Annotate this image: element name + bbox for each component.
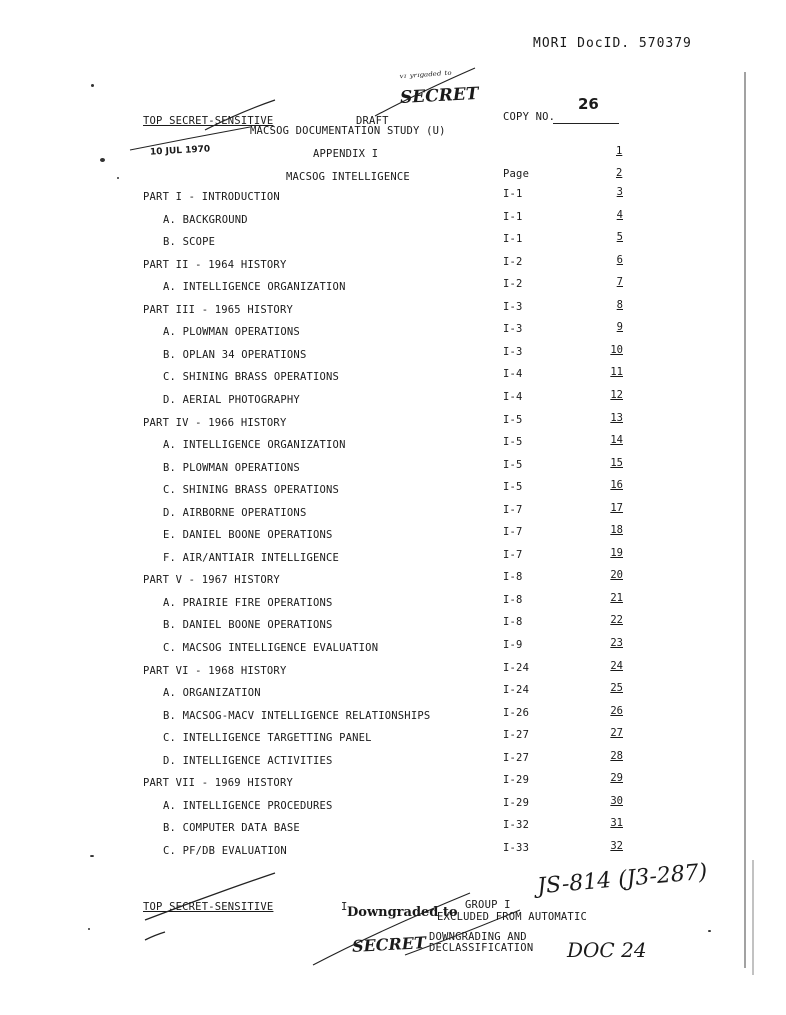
toc-entry-page: I-2 <box>503 256 523 268</box>
draft-label: DRAFT <box>356 115 389 127</box>
toc-entry-number: 18 <box>610 524 623 536</box>
toc-entry-number: 27 <box>610 727 623 739</box>
toc-entry-label: E. DANIEL BOONE OPERATIONS <box>163 529 333 541</box>
toc-entry-number: 10 <box>610 344 623 356</box>
toc-entry-number: 21 <box>610 592 623 604</box>
toc-entry-page: I-2 <box>503 278 523 290</box>
handwritten-doc-number: DOC 24 <box>567 938 647 962</box>
toc-entry-label: PART IV - 1966 HISTORY <box>143 417 287 429</box>
right-number-1: 1 <box>616 145 623 157</box>
toc-entry-label: A. INTELLIGENCE PROCEDURES <box>163 800 333 812</box>
toc-entry-number: 26 <box>610 705 623 717</box>
toc-entry-label: A. BACKGROUND <box>163 214 248 226</box>
toc-entry-label: A. ORGANIZATION <box>163 687 261 699</box>
toc-entry-label: B. COMPUTER DATA BASE <box>163 822 300 834</box>
toc-entry-label: C. PF/DB EVALUATION <box>163 845 287 857</box>
secret-stamp-top: SECRET <box>399 83 479 109</box>
toc-entry-page: I-9 <box>503 639 523 651</box>
secret-stamp-bottom: SECRET <box>351 933 427 956</box>
toc-entry-number: 5 <box>616 231 623 243</box>
toc-entry-number: 9 <box>616 321 623 333</box>
group-label: GROUP I <box>465 899 511 911</box>
toc-entry-page: I-3 <box>503 301 523 313</box>
toc-entry-number: 8 <box>616 299 623 311</box>
toc-entry-page: I-26 <box>503 707 530 719</box>
toc-entry-label: PART VII - 1969 HISTORY <box>143 777 293 789</box>
copy-number: 26 <box>578 95 599 113</box>
toc-entry-label: C. MACSOG INTELLIGENCE EVALUATION <box>163 642 379 654</box>
toc-entry-page: I-5 <box>503 436 523 448</box>
toc-entry-page: I-24 <box>503 662 530 674</box>
toc-entry-page: I-27 <box>503 752 530 764</box>
declassification-text: DECLASSIFICATION <box>429 942 534 954</box>
toc-entry-number: 12 <box>610 389 623 401</box>
toc-entry-label: B. PLOWMAN OPERATIONS <box>163 462 300 474</box>
toc-entry-number: 29 <box>610 772 623 784</box>
toc-entry-number: 14 <box>610 434 623 446</box>
toc-entry-label: C. INTELLIGENCE TARGETTING PANEL <box>163 732 372 744</box>
toc-entry-number: 4 <box>616 209 623 221</box>
toc-entry-label: F. AIR/ANTIAIR INTELLIGENCE <box>163 552 340 564</box>
appendix-heading: APPENDIX I <box>313 148 379 160</box>
downgraded-stamp: Downgraded to <box>347 905 458 920</box>
toc-entry-label: C. SHINING BRASS OPERATIONS <box>163 371 340 383</box>
downgrading-text: DOWNGRADING AND <box>429 931 527 943</box>
toc-entry-number: 16 <box>610 479 623 491</box>
toc-entry-page: I-8 <box>503 616 523 628</box>
toc-entry-page: I-5 <box>503 414 523 426</box>
speck <box>88 928 90 930</box>
toc-entry-number: 19 <box>610 547 623 559</box>
toc-entry-page: I-1 <box>503 211 523 223</box>
toc-entry-page: I-7 <box>503 526 523 538</box>
stamp-handwriting: ᵛᶦ ʸʳᶦᵍᵃᵈᵉᵈ ᵗᵒ <box>399 68 453 85</box>
toc-entry-page: I-8 <box>503 571 523 583</box>
toc-entry-number: 13 <box>610 412 623 424</box>
toc-entry-number: 6 <box>616 254 623 266</box>
toc-entry-number: 31 <box>610 817 623 829</box>
copy-label: COPY NO. <box>503 111 556 123</box>
toc-entry-label: A. PRAIRIE FIRE OPERATIONS <box>163 597 333 609</box>
toc-entry-label: B. SCOPE <box>163 236 216 248</box>
toc-entry-number: 32 <box>610 840 623 852</box>
toc-entry-page: I-1 <box>503 188 523 200</box>
toc-entry-number: 7 <box>616 276 623 288</box>
toc-entry-label: A. INTELLIGENCE ORGANIZATION <box>163 281 346 293</box>
subject-heading: MACSOG INTELLIGENCE <box>286 171 410 183</box>
right-number-2: 2 <box>616 167 623 179</box>
toc-entry-label: PART VI - 1968 HISTORY <box>143 665 287 677</box>
toc-entry-page: I-5 <box>503 459 523 471</box>
toc-entry-page: I-8 <box>503 594 523 606</box>
toc-entry-page: I-29 <box>503 774 530 786</box>
toc-entry-number: 30 <box>610 795 623 807</box>
speck <box>708 930 711 932</box>
toc-entry-label: PART V - 1967 HISTORY <box>143 574 280 586</box>
speck <box>117 177 119 179</box>
page-column-heading: Page <box>503 168 530 180</box>
toc-entry-page: I-3 <box>503 346 523 358</box>
study-title: MACSOG DOCUMENTATION STUDY (U) <box>250 125 446 137</box>
speck <box>100 158 105 162</box>
toc-entry-number: 25 <box>610 682 623 694</box>
toc-entry-label: D. INTELLIGENCE ACTIVITIES <box>163 755 333 767</box>
excluded-text: EXCLUDED FROM AUTOMATIC <box>437 911 587 923</box>
toc-entry-label: C. SHINING BRASS OPERATIONS <box>163 484 340 496</box>
footer-prefix: I <box>341 901 348 913</box>
date-stamp: 10 JUL 1970 <box>149 144 211 158</box>
toc-entry-label: A. INTELLIGENCE ORGANIZATION <box>163 439 346 451</box>
handwritten-reference: JS-814 (J3-287) <box>536 859 709 900</box>
document-id: MORI DocID. 570379 <box>533 36 692 51</box>
toc-entry-number: 3 <box>616 186 623 198</box>
toc-entry-label: PART I - INTRODUCTION <box>143 191 280 203</box>
toc-entry-label: D. AIRBORNE OPERATIONS <box>163 507 307 519</box>
toc-entry-label: D. AERIAL PHOTOGRAPHY <box>163 394 300 406</box>
speck <box>91 84 94 87</box>
toc-entry-page: I-1 <box>503 233 523 245</box>
toc-entry-page: I-5 <box>503 481 523 493</box>
toc-entry-number: 15 <box>610 457 623 469</box>
toc-entry-label: A. PLOWMAN OPERATIONS <box>163 326 300 338</box>
toc-entry-number: 11 <box>610 366 623 378</box>
toc-entry-label: B. OPLAN 34 OPERATIONS <box>163 349 307 361</box>
toc-entry-page: I-24 <box>503 684 530 696</box>
toc-entry-label: B. DANIEL BOONE OPERATIONS <box>163 619 333 631</box>
toc-entry-number: 22 <box>610 614 623 626</box>
classification-bottom: TOP SECRET-SENSITIVE <box>143 901 274 913</box>
toc-entry-number: 17 <box>610 502 623 514</box>
toc-entry-label: B. MACSOG-MACV INTELLIGENCE RELATIONSHIPS <box>163 710 431 722</box>
toc-entry-page: I-7 <box>503 504 523 516</box>
toc-entry-page: I-27 <box>503 729 530 741</box>
speck <box>90 855 94 857</box>
toc-entry-page: I-4 <box>503 391 523 403</box>
toc-entry-page: I-3 <box>503 323 523 335</box>
toc-entry-page: I-33 <box>503 842 530 854</box>
toc-entry-number: 24 <box>610 660 623 672</box>
classification-top: TOP SECRET-SENSITIVE <box>143 115 274 127</box>
toc-entry-page: I-4 <box>503 368 523 380</box>
toc-entry-number: 23 <box>610 637 623 649</box>
toc-entry-number: 28 <box>610 750 623 762</box>
toc-entry-number: 20 <box>610 569 623 581</box>
toc-entry-label: PART II - 1964 HISTORY <box>143 259 287 271</box>
toc-entry-label: PART III - 1965 HISTORY <box>143 304 293 316</box>
toc-entry-page: I-32 <box>503 819 530 831</box>
toc-entry-page: I-29 <box>503 797 530 809</box>
toc-entry-page: I-7 <box>503 549 523 561</box>
